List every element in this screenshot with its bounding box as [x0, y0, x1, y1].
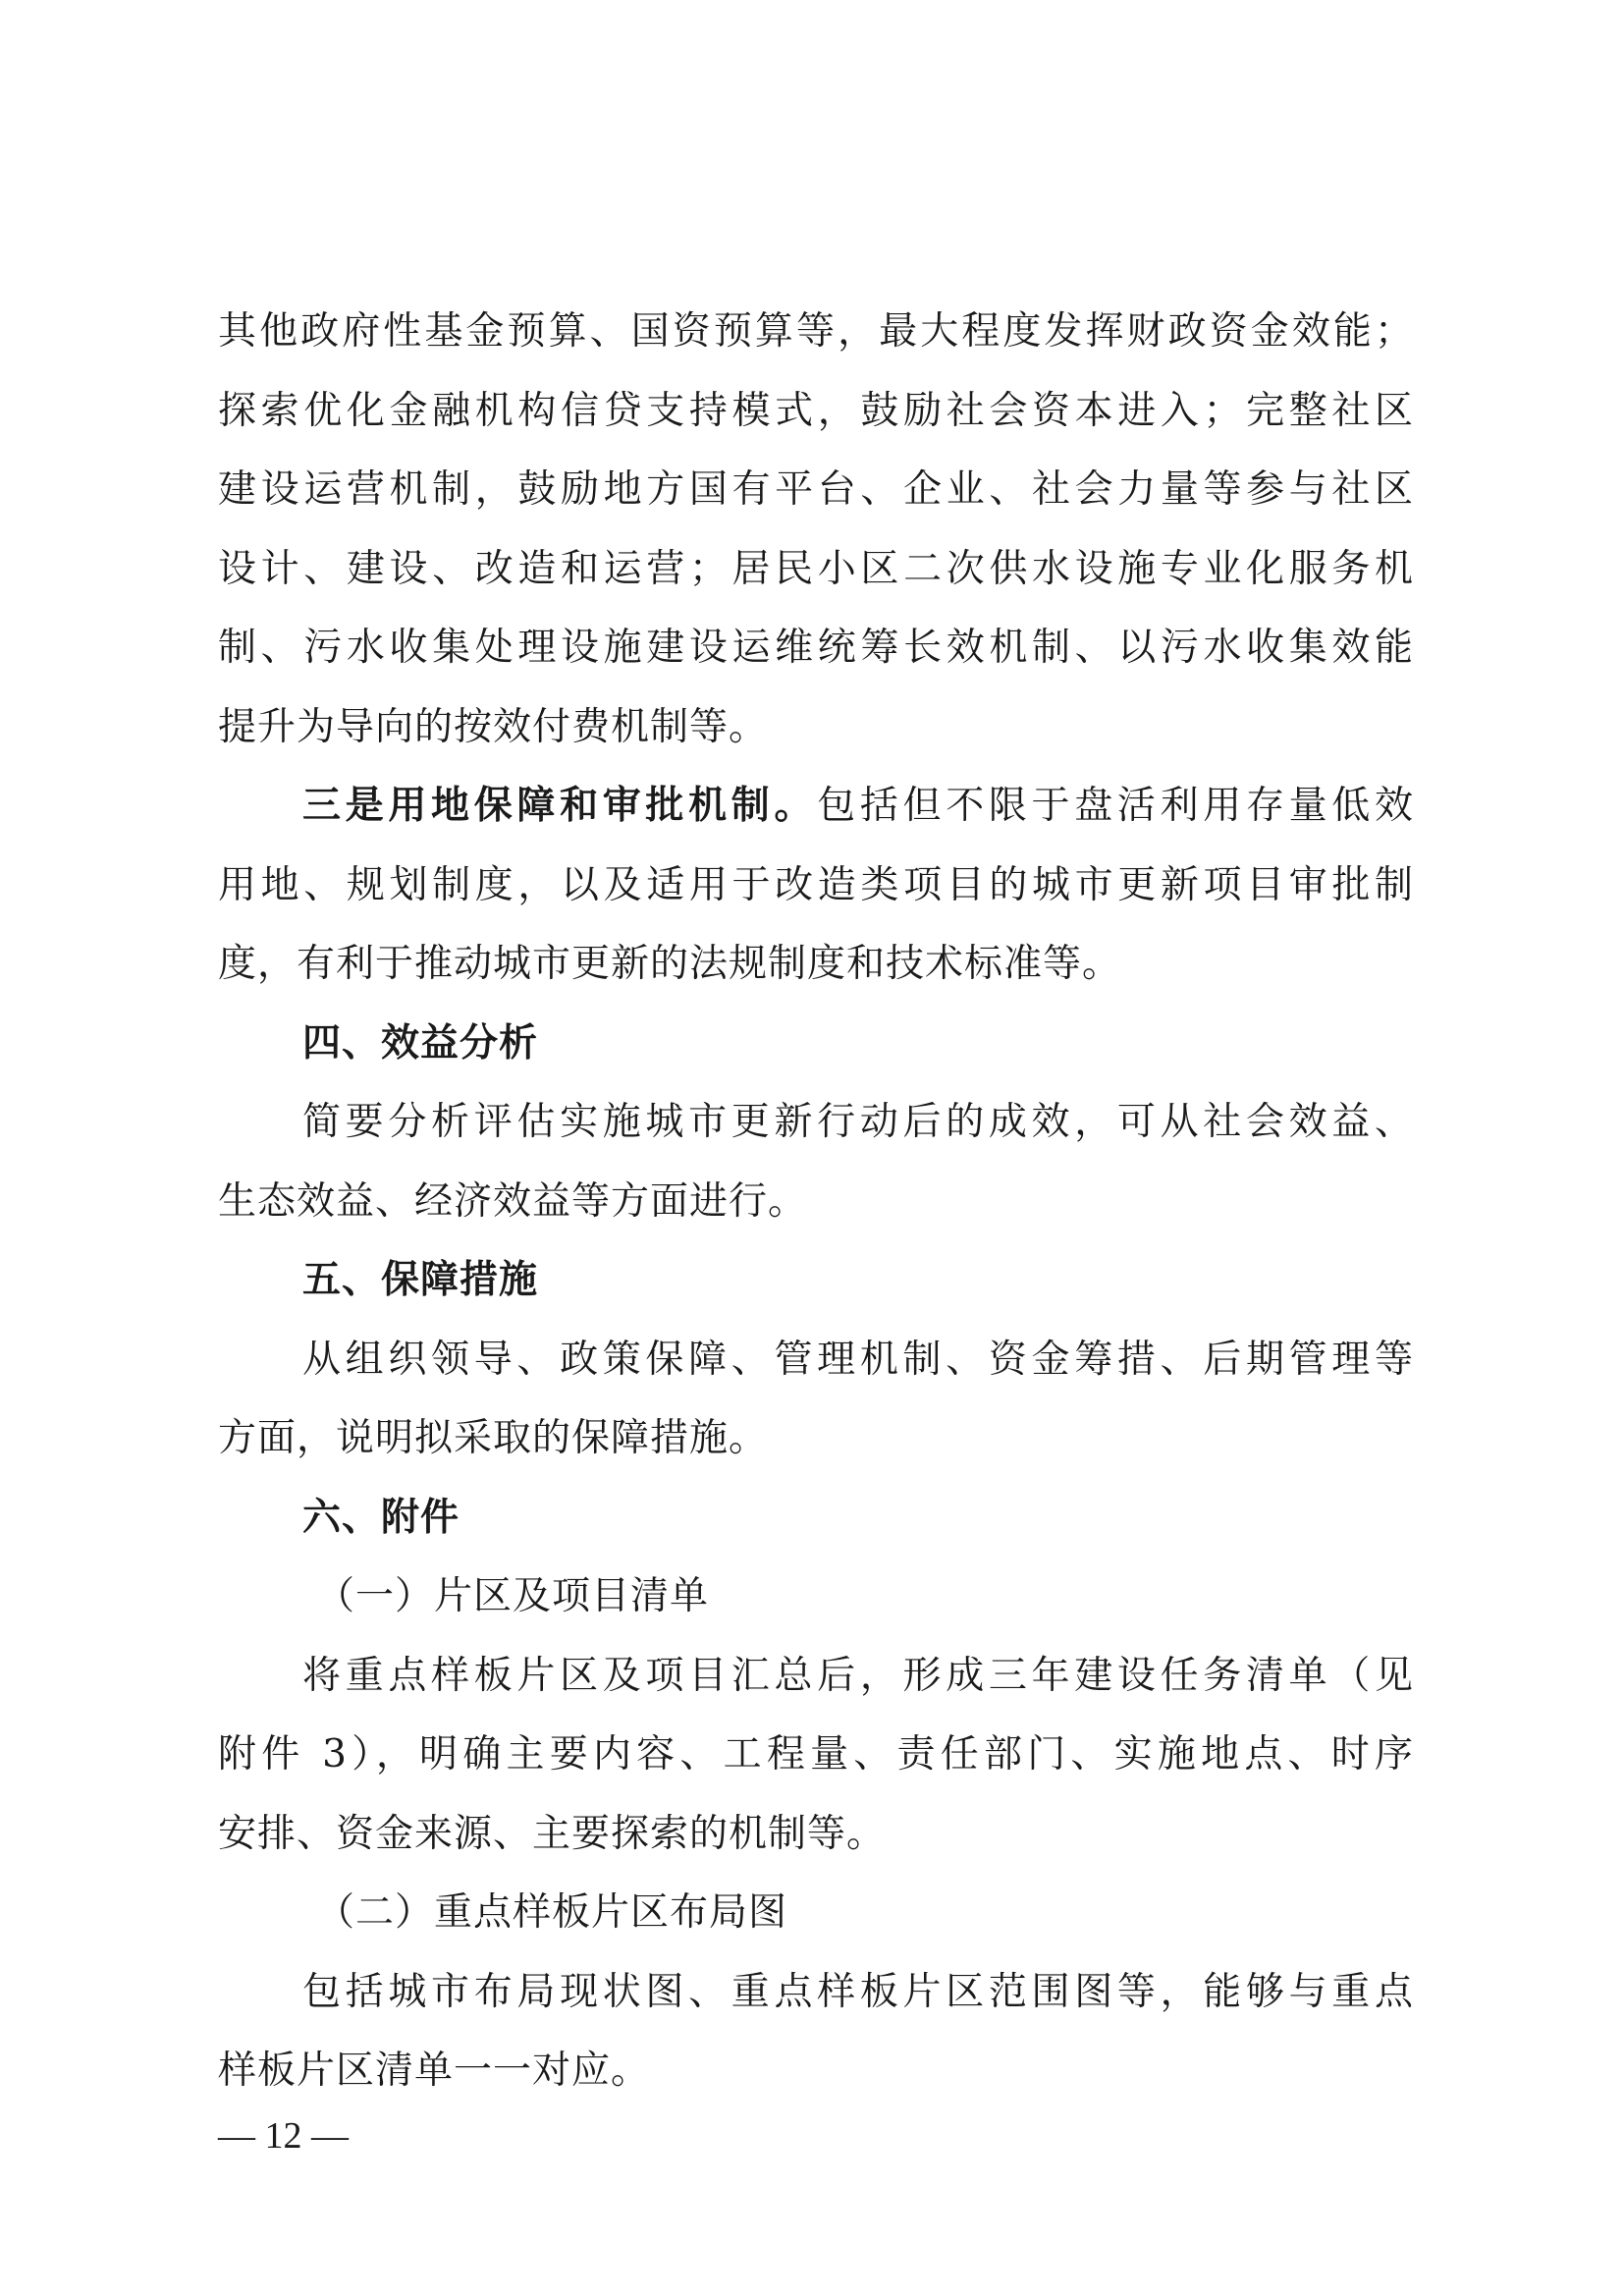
subsection-heading: （二）重点样板片区布局图	[316, 1890, 788, 1935]
section-heading: 五、保障措施	[302, 1258, 539, 1302]
paragraph-line: 探索优化金融机构信贷支持模式，鼓励社会资本进入；完整社区	[218, 388, 1414, 433]
paragraph-lead: 三是用地保障和审批机制。	[302, 784, 818, 828]
paragraph-line: 度，有利于推动城市更新的法规制度和技术标准等。	[218, 942, 1122, 986]
paragraph-line: 方面，说明拟采取的保障措施。	[218, 1416, 769, 1460]
section-heading: 四、效益分析	[302, 1020, 539, 1066]
paragraph-line: 从组织领导、政策保障、管理机制、资金筹措、后期管理等	[302, 1337, 1414, 1382]
paragraph-line: 简要分析评估实施城市更新行动后的成效，可从社会效益、	[302, 1100, 1414, 1144]
paragraph-line: 样板片区清单一一对应。	[218, 2049, 651, 2093]
paragraph-line: 其他政府性基金预算、国资预算等，最大程度发挥财政资金效能；	[218, 309, 1414, 354]
paragraph-text: 包括但不限于盘活利用存量低效	[817, 784, 1414, 828]
paragraph-line: 包括城市布局现状图、重点样板片区范围图等，能够与重点	[302, 1969, 1414, 2014]
paragraph-line: 制、污水收集处理设施建设运维统筹长效机制、以污水收集效能	[218, 626, 1414, 670]
page-number: — 12 —	[218, 2115, 349, 2157]
paragraph-line: 将重点样板片区及项目汇总后，形成三年建设任务清单（见	[302, 1653, 1414, 1698]
paragraph-line: 附件 3），明确主要内容、工程量、责任部门、实施地点、时序	[218, 1732, 1414, 1777]
paragraph-line: 用地、规划制度，以及适用于改造类项目的城市更新项目审批制	[218, 862, 1414, 907]
section-heading: 六、附件	[302, 1495, 460, 1540]
paragraph-line: 安排、资金来源、主要探索的机制等。	[218, 1811, 887, 1856]
document-body	[218, 293, 1414, 2111]
paragraph-line: 生态效益、经济效益等方面进行。	[218, 1178, 808, 1224]
paragraph-line	[218, 767, 1414, 847]
paragraph-line: 建设运营机制，鼓励地方国有平台、企业、社会力量等参与社区	[218, 467, 1414, 512]
paragraph-line: 提升为导向的按效付费机制等。	[218, 704, 769, 749]
paragraph-line: 设计、建设、改造和运营；居民小区二次供水设施专业化服务机	[218, 546, 1414, 591]
subsection-heading: （一）片区及项目清单	[316, 1574, 710, 1618]
